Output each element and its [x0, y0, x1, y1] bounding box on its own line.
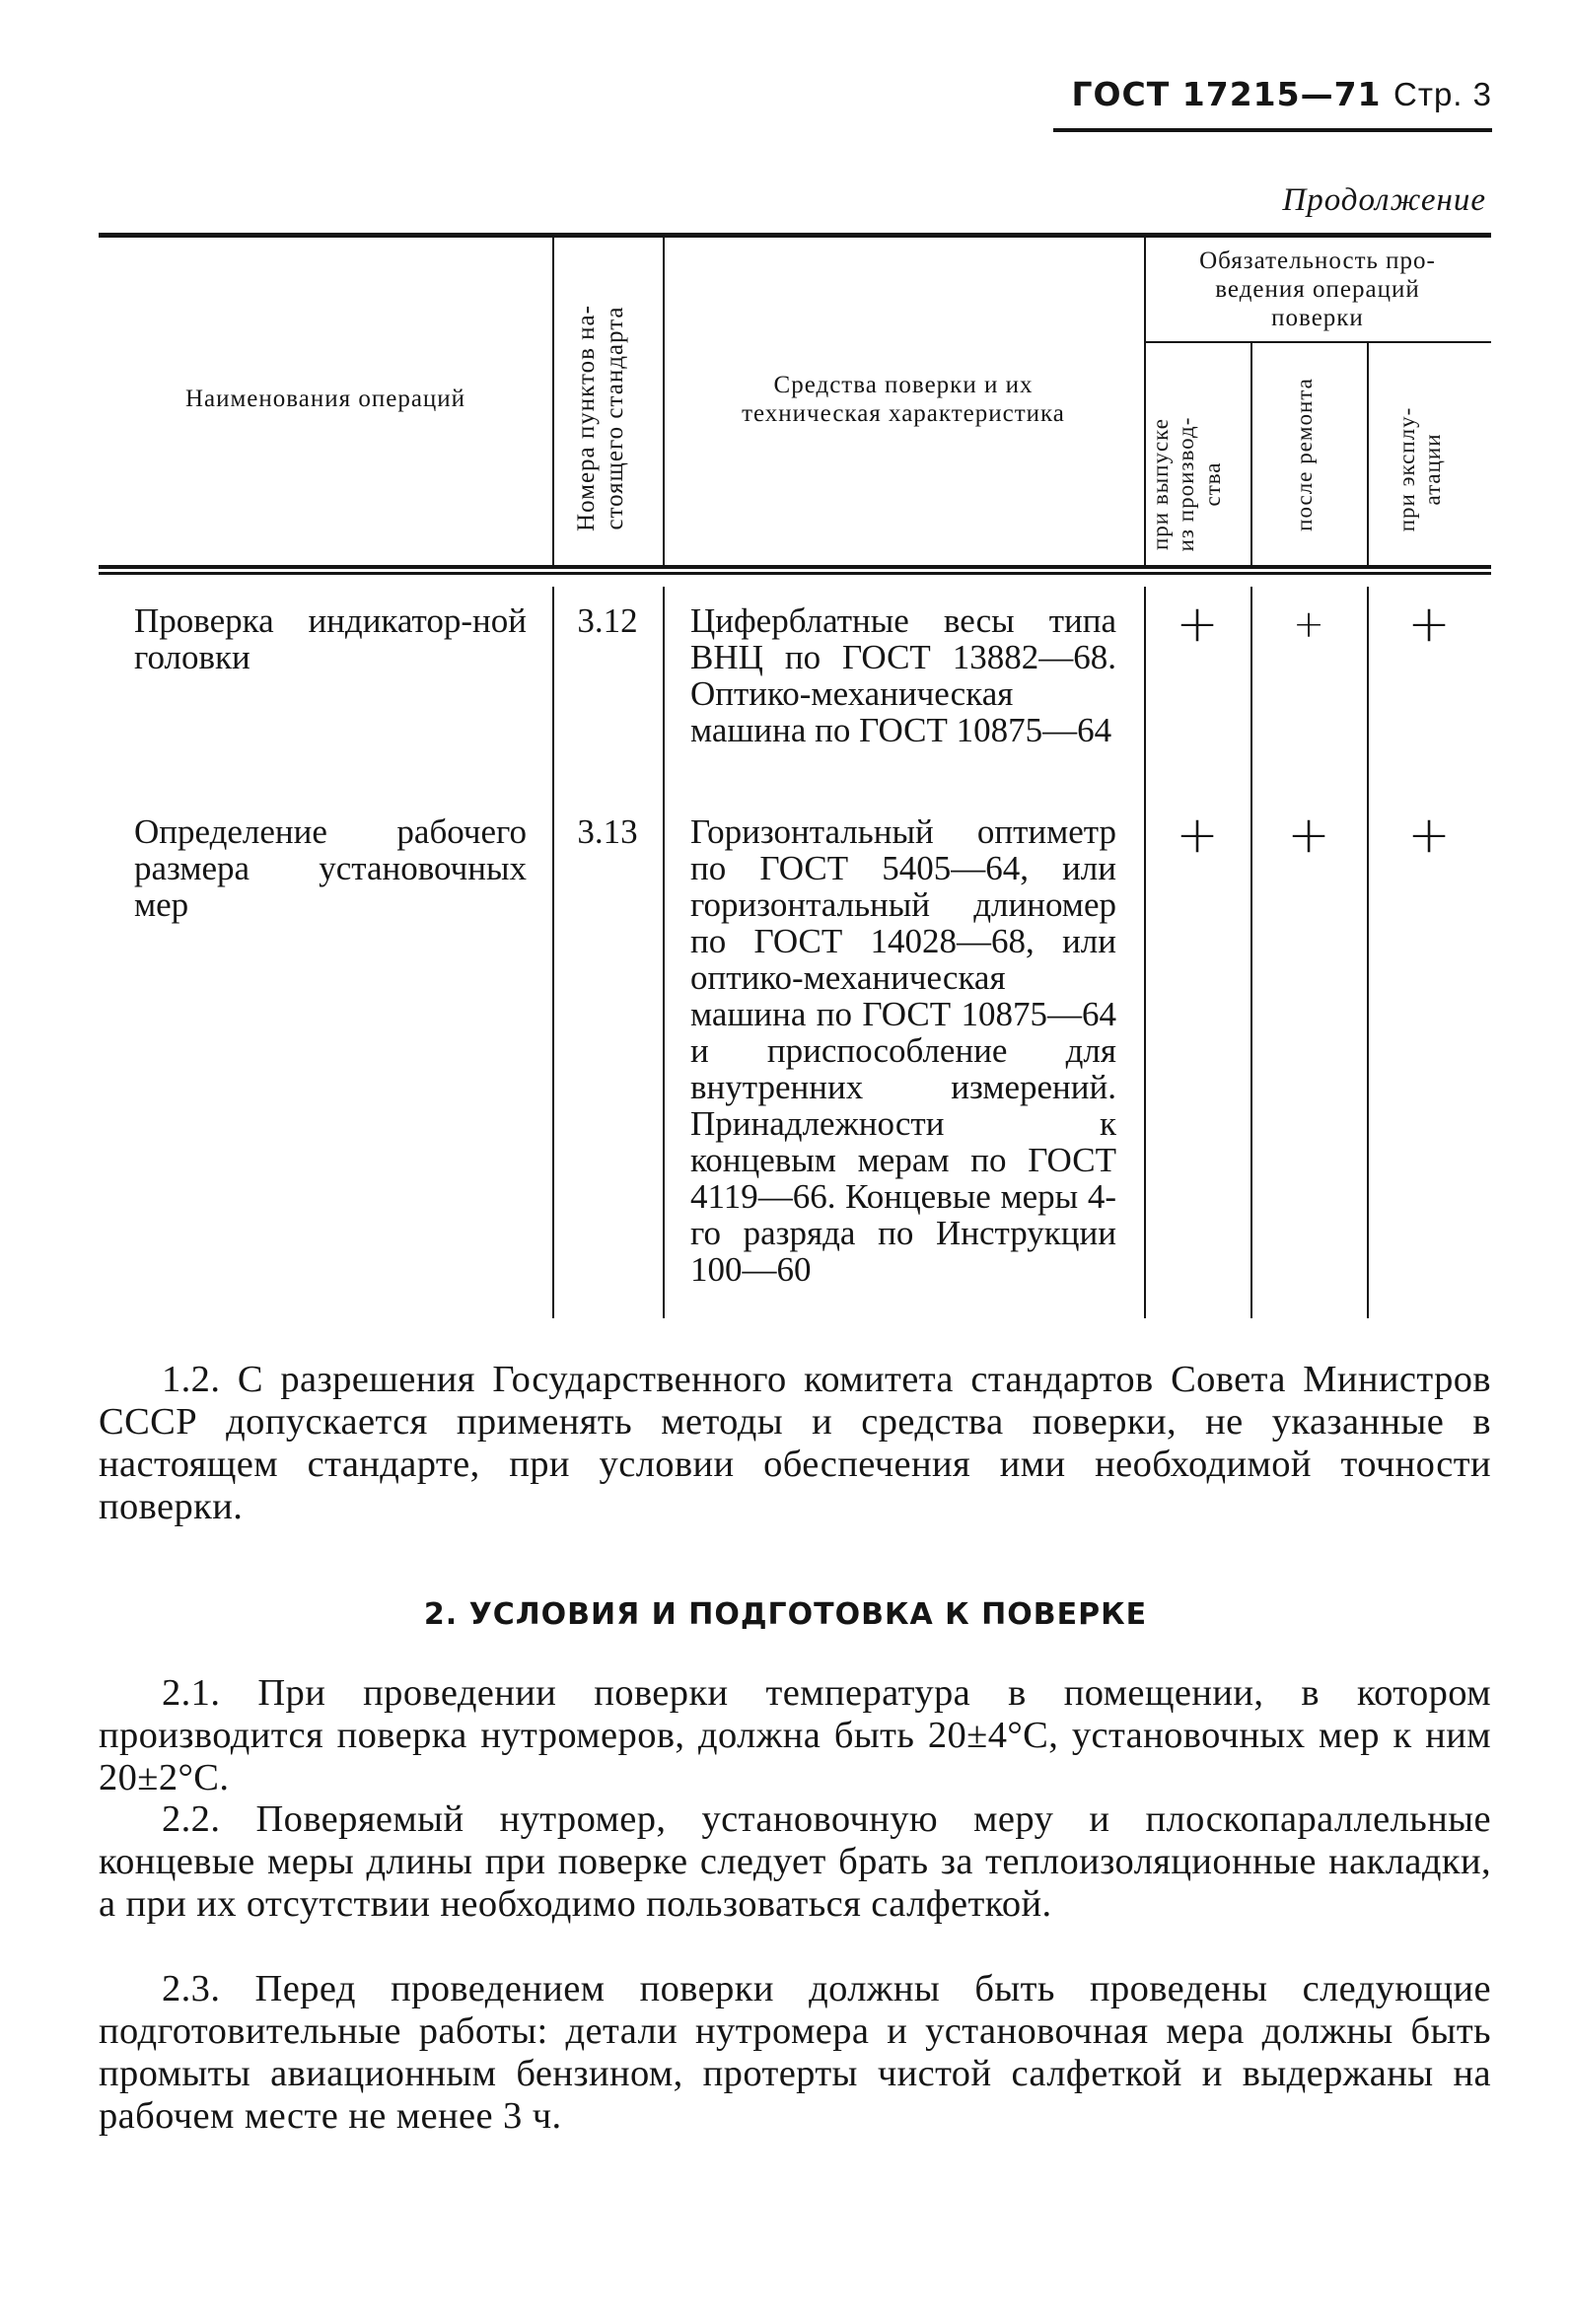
verification-table	[99, 233, 1491, 1318]
page-header	[1071, 75, 1492, 113]
continuation-label: Продолжение	[1282, 182, 1486, 218]
paragraph-2-2: 2.2. Поверяемый нутромер, установочную меру и плоскопараллельные концевые меры длины при поверке следует брать за теплоизоляционные накладки, а при их отсутствии необходимо пользоваться салфеткой.	[99, 1798, 1491, 1925]
header-obligation-line: ведения операций	[1215, 275, 1420, 303]
row-1-operation-mark: +	[1407, 595, 1451, 654]
column-divider	[552, 238, 554, 565]
header-release-line: при выпуске	[1148, 418, 1173, 551]
column-divider	[1144, 587, 1146, 1318]
header-operation-line: атации	[1420, 433, 1446, 506]
header-release	[1148, 376, 1247, 593]
row-2-release-mark: +	[1176, 806, 1219, 865]
gost-number: ГОСТ 17215—71	[1071, 75, 1382, 113]
header-rule	[1053, 128, 1492, 132]
table-header	[99, 238, 1491, 569]
column-divider	[552, 587, 554, 1318]
header-obligation-line: Обязательность про-	[1199, 247, 1436, 274]
row-1-repair-mark: +	[1293, 602, 1324, 646]
header-operation-name: Наименования операций	[184, 386, 466, 412]
page-number: Стр. 3	[1393, 76, 1492, 112]
paragraph-1-2: 1.2. С разрешения Государственного комитета стандартов Совета Министров СССР допускается применять методы и средства поверки, не указанные в настоящем стандарте, при условии обеспечения ими необходимой точности поверки.	[99, 1359, 1491, 1527]
column-divider	[1367, 341, 1369, 565]
header-means-line: Средства поверки и их	[773, 372, 1034, 398]
row-2-operation-name: Определение рабочего размера установочных мер	[134, 812, 527, 924]
column-divider	[663, 587, 665, 1318]
row-1-operation-name: Проверка индикатор-ной головки	[134, 601, 527, 676]
header-obligation	[1144, 247, 1491, 332]
header-clause-numbers	[573, 275, 642, 561]
header-means	[663, 372, 1144, 429]
column-divider	[1367, 587, 1369, 1318]
header-obligation-line: поверки	[1271, 304, 1364, 331]
header-subrule	[1144, 341, 1491, 343]
header-release-line: ства	[1199, 461, 1225, 507]
header-clause-line: стоящего стандарта	[601, 306, 628, 530]
row-1-means: Циферблатные весы типа ВНЦ по ГОСТ 13882—68. Оптико-механическая машина по ГОСТ 10875—64	[690, 601, 1116, 749]
header-repair-line: после ремонта	[1292, 378, 1317, 531]
header-operation	[1394, 361, 1464, 578]
row-2-repair-mark: +	[1287, 806, 1330, 865]
table-body	[99, 569, 1491, 1318]
column-divider	[1250, 341, 1252, 565]
header-clause-line: Номера пунктов на-	[573, 305, 600, 531]
header-repair	[1292, 346, 1331, 563]
section-title: 2. УСЛОВИЯ И ПОДГОТОВКА К ПОВЕРКЕ	[423, 1597, 1148, 1632]
row-2-means: Горизонтальный оптиметр по ГОСТ 5405—64, или горизонтальный длиномер по ГОСТ 14028—68, или оптико-механическая машина по ГОСТ 10875—64 и приспособление для внутренних измерений. Принадлежности к концевым мерам по ГОСТ 4119—66. Концевые меры 4-го разряда по Инструкции 100—60	[690, 812, 1116, 1289]
row-1-clause: 3.12	[577, 601, 638, 640]
row-1-release-mark: +	[1176, 595, 1219, 654]
header-release-line: из производ-	[1174, 416, 1199, 552]
paragraph-2-1: 2.1. При проведении поверки температура в помещении, в котором производится поверка нутромеров, должна быть 20±4°С, установочных мер к ним 20±2°С.	[99, 1672, 1491, 1798]
row-2-clause: 3.13	[577, 812, 638, 851]
row-2-operation-mark: +	[1407, 806, 1451, 865]
header-means-line: техническая характеристика	[742, 399, 1065, 427]
paragraph-2-3: 2.3. Перед проведением поверки должны быть проведены следующие подготовительные работы: детали нутромера и установочная мера должны быть промыты авиационным бензином, протерты чистой салфеткой и выдержаны на рабочем месте не менее 3 ч.	[99, 1968, 1491, 2137]
header-operation-line: при эксплу-	[1394, 406, 1419, 532]
column-divider	[1250, 587, 1252, 1318]
